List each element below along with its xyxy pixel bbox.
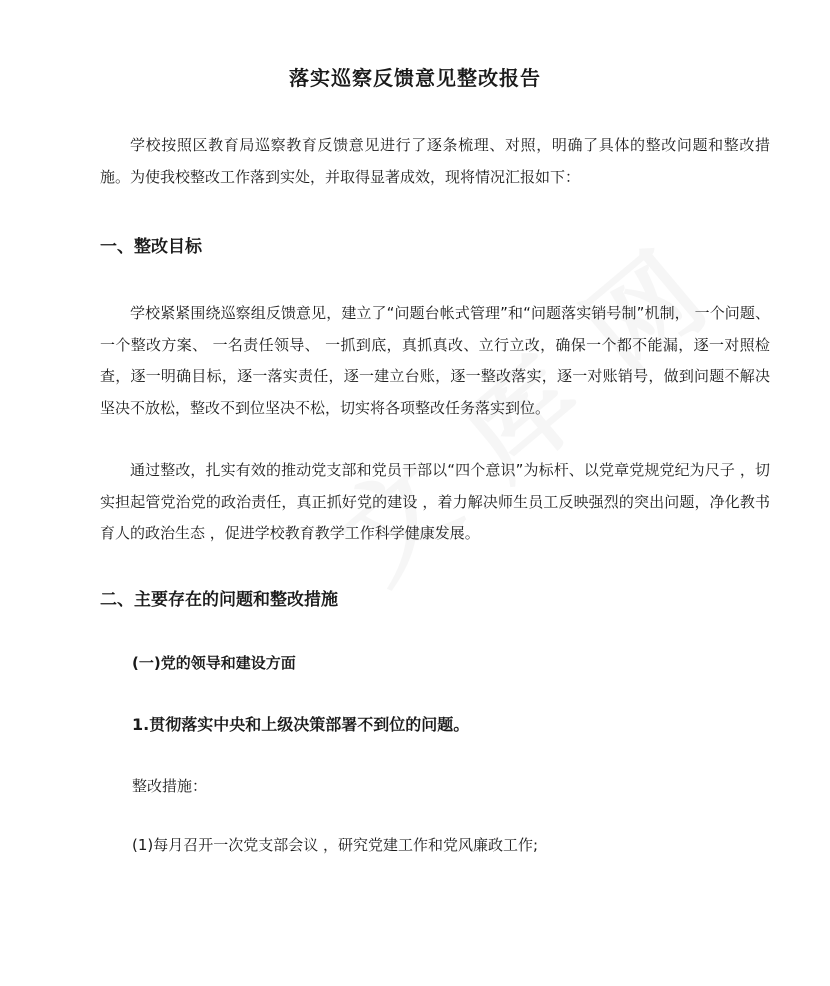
goals-paragraph-2: 通过整改，扎实有效的推动党支部和党员干部以“四个意识”为标杆、以党章党规党纪为尺子 ，切实担起管党治党的政治责任，真正抓好党的建设 ，着力解决师生员工反映强烈的突出问题，净化教书育人的政治生态 ，促进学校教育教学工作科学健康发展。 [100, 461, 770, 542]
subheading-party-leadership: (一)党的领导和建设方面 [132, 654, 296, 672]
intro-paragraph: 学校按照区教育局巡察教育反馈意见进行了逐条梳理、对照，明确了具体的整改问题和整改措施。为使我校整改工作落到实处，并取得显著成效，现将情况汇报如下： [100, 136, 770, 186]
section-heading-goals: 一、整改目标 [100, 237, 202, 257]
measures-label: 整改措施： [132, 777, 208, 795]
section-heading-issues: 二、主要存在的问题和整改措施 [100, 590, 338, 610]
document-title: 落实巡察反馈意见整改报告 [289, 66, 541, 90]
issue-heading-1: 1.贯彻落实中央和上级决策部署不到位的问题。 [132, 715, 470, 734]
measure-item-1: (1)每月召开一次党支部会议 ，研究党建工作和党风廉政工作; [132, 836, 539, 854]
goals-paragraph-1: 学校紧紧围绕巡察组反馈意见，建立了“问题台帐式管理”和“问题落实销号制”机制， 一个问题、 一个整改方案、 一名责任领导、 一抓到底，真抓真改、立行立改，确保一个都不能漏，逐一对照检查，逐一明确目标，逐一落实责任，逐一建立台账，逐一整改落实，逐一对账销号，做到问题不解决坚决不放松，整改不到位坚决不松，切实将各项整改任务落实到位。 [100, 304, 770, 417]
